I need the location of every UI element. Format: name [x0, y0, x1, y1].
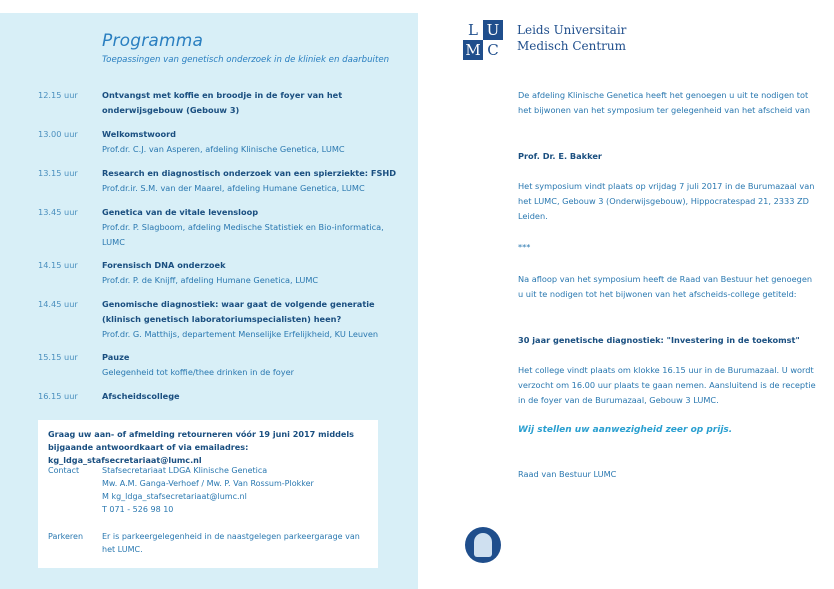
- item-time: 13.45 uur: [38, 207, 78, 217]
- item-time: 13.15 uur: [38, 168, 78, 178]
- institution-name: [517, 22, 626, 54]
- lecture-details: Het college vindt plaats om klokke 16.15 uur in de Burumazaal. U wordt verzocht om 16.00 uur plaats te gaan nemen. Aansluitend is de receptie in de foyer van de Burumazaal, Gebouw 3 LUMC.: [518, 365, 816, 405]
- item-title: Ontvangst met koffie en broodje in de foyer van het onderwijsgebouw (Gebouw 3): [102, 90, 343, 115]
- contact-label: Contact: [48, 466, 80, 475]
- contact-email[interactable]: M kg_ldga_stafsecretariaat@lumc.nl: [102, 492, 247, 501]
- item-time: 14.15 uur: [38, 260, 78, 270]
- venue-text: Het symposium vindt plaats op vrijdag 7 juli 2017 in de Burumazaal van het LUMC, Gebouw 3 (Onderwijsgebouw), Hippocratespad 21, 2333 ZD Leiden.: [518, 181, 815, 221]
- item-title: Research en diagnostisch onderzoek van een spierziekte: FSHD: [102, 168, 397, 178]
- invitation-intro: De afdeling Klinische Genetica heeft het genoegen u uit te nodigen tot het bijwonen van het symposium ter gelegenheid van het afscheid van: [518, 90, 811, 115]
- logo-letter: M: [463, 40, 483, 60]
- parking-text: Er is parkeergelegenheid in de naastgelegen parkeergarage van het LUMC.: [102, 532, 360, 554]
- rsvp-contact-box: [38, 420, 378, 568]
- contact-names: Mw. A.M. Ganga-Verhoef / Mw. P. Van Rossum-Plokker: [102, 479, 314, 488]
- logo-letter: L: [463, 20, 483, 40]
- item-time: 13.00 uur: [38, 129, 78, 139]
- institution-name-line1: Leids Universitair: [517, 23, 627, 37]
- item-title: Afscheidscollege: [102, 391, 180, 401]
- separator: ***: [518, 242, 531, 252]
- item-title: Genetica van de vitale levensloop: [102, 207, 259, 217]
- rsvp-notice: Graag uw aan- of afmelding retourneren vóór 19 juni 2017 middels bijgaande antwoordkaart of via emailadres: kg_ldga_stafsecretariaat@lumc.nl: [48, 429, 354, 465]
- logo-letter: C: [483, 40, 503, 60]
- programme-subtitle: Toepassingen van genetisch onderzoek in de kliniek en daarbuiten: [102, 55, 390, 65]
- honoree-name: Prof. Dr. E. Bakker: [518, 151, 602, 161]
- lecture-title: 30 jaar genetische diagnostiek: "Investering in de toekomst": [518, 335, 800, 345]
- contact-details: [102, 464, 372, 516]
- item-speaker: Prof.dr. P. Slagboom, afdeling Medische Statistiek en Bio-informatica, LUMC: [102, 222, 384, 247]
- item-speaker: Gelegenheid tot koffie/thee drinken in de foyer: [102, 367, 295, 377]
- contact-phone: T 071 - 526 98 10: [102, 505, 174, 514]
- closing-statement: Wij stellen uw aanwezigheid zeer op prijs.: [518, 425, 733, 435]
- item-speaker: Prof.dr.ir. S.M. van der Maarel, afdeling Humane Genetica, LUMC: [102, 183, 365, 193]
- board-invitation: Na afloop van het symposium heeft de Raad van Bestuur het genoegen u uit te nodigen tot het bijwonen van het afscheids-college getiteld:: [518, 274, 813, 299]
- item-title: Welkomstwoord: [102, 129, 176, 139]
- signature: Raad van Bestuur LUMC: [518, 469, 617, 479]
- item-time: 16.15 uur: [38, 391, 78, 401]
- item-time: 15.15 uur: [38, 352, 78, 362]
- programme-title: Programma: [102, 31, 204, 51]
- item-time: 12.15 uur: [38, 90, 78, 100]
- item-title: Pauze: [102, 352, 130, 362]
- item-time: 14.45 uur: [38, 299, 78, 309]
- item-title: Forensisch DNA onderzoek: [102, 260, 226, 270]
- university-seal-icon: [465, 527, 501, 563]
- logo-letter: U: [483, 20, 503, 40]
- item-speaker: Prof.dr. C.J. van Asperen, afdeling Klinische Genetica, LUMC: [102, 144, 345, 154]
- contact-office: Stafsecretariaat LDGA Klinische Genetica: [102, 466, 268, 475]
- item-speaker: Prof.dr. P. de Knijff, afdeling Humane Genetica, LUMC: [102, 275, 319, 285]
- item-title: Genomische diagnostiek: waar gaat de volgende generatie (klinisch genetisch laboratoriumspecialisten) heen?: [102, 299, 375, 324]
- parking-label: Parkeren: [48, 532, 84, 541]
- item-speaker: Prof.dr. G. Matthijs, departement Menselijke Erfelijkheid, KU Leuven: [102, 329, 379, 339]
- institution-name-line2: Medisch Centrum: [517, 39, 627, 53]
